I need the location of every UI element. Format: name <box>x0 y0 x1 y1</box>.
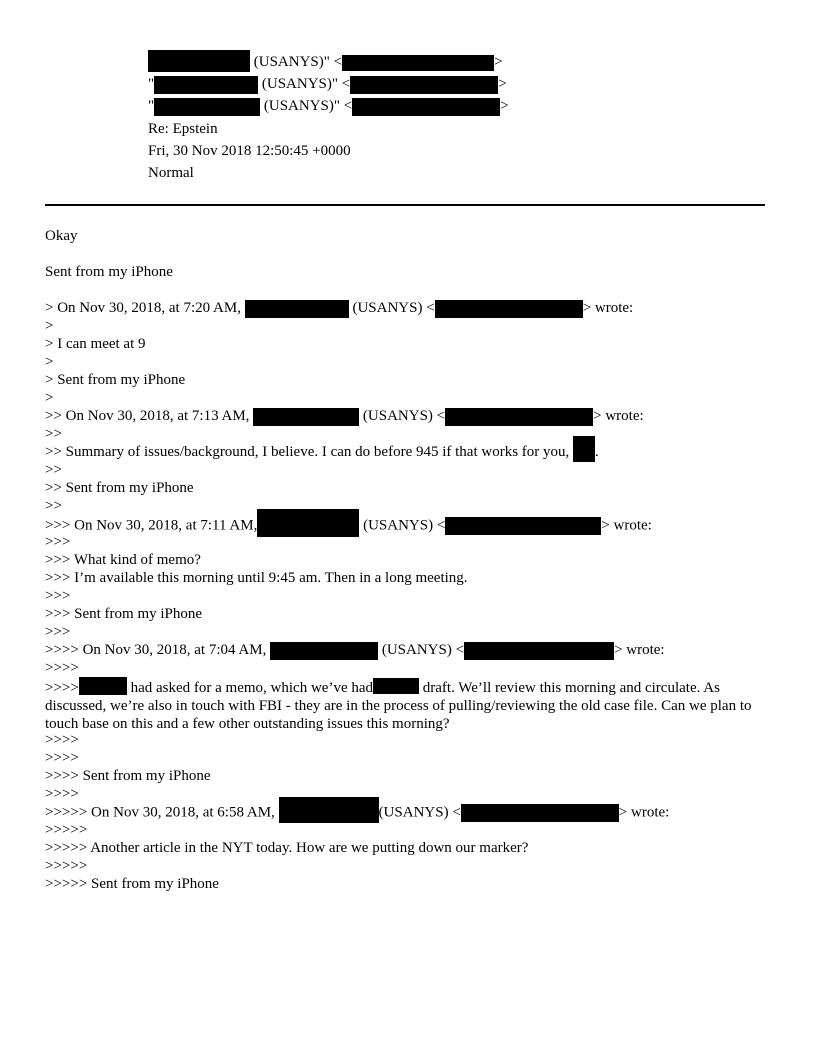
body-line: > <box>45 390 54 406</box>
body-line: >>>> <box>45 660 79 676</box>
body-line: > <box>45 318 54 334</box>
quote-header: >>>> On Nov 30, 2018, at 7:04 AM, (USANYS) < > wrote: <box>45 642 665 658</box>
quote-header: >>>>> On Nov 30, 2018, at 6:58 AM, (USANYS) < > wrote: <box>45 803 669 821</box>
body-line: > I can meet at 9 <box>45 336 146 352</box>
redaction <box>270 642 378 660</box>
redaction <box>445 517 601 535</box>
redaction <box>352 98 500 116</box>
redaction <box>257 509 359 537</box>
body-line: >> <box>45 498 62 514</box>
body-line: >>>> Sent from my iPhone <box>45 768 211 784</box>
body-line: >>> I’m available this morning until 9:45 am. Then in a long meeting. <box>45 570 468 586</box>
redaction <box>279 797 379 823</box>
body-line: >> <box>45 462 62 478</box>
redaction <box>154 98 260 116</box>
redaction <box>342 55 494 71</box>
body-line: >> Sent from my iPhone <box>45 480 194 496</box>
redaction <box>445 408 593 426</box>
body-line: >>>>> Sent from my iPhone <box>45 876 219 892</box>
body-line: > <box>45 354 54 370</box>
body-line: >>> <box>45 624 71 640</box>
redaction <box>464 642 614 660</box>
body-line: >> Summary of issues/background, I believe. I can do before 945 if that works for you, . <box>45 443 599 461</box>
quote-header: >> On Nov 30, 2018, at 7:13 AM, (USANYS) < > wrote: <box>45 408 644 424</box>
redaction <box>148 50 250 72</box>
body-line: >>>> <box>45 732 79 748</box>
redaction <box>573 436 595 462</box>
quote-header: >>> On Nov 30, 2018, at 7:11 AM, (USANYS) < > wrote: <box>45 515 652 533</box>
date-value: Fri, 30 Nov 2018 12:50:45 +0000 <box>148 143 351 159</box>
redaction <box>253 408 359 426</box>
body-line: >>>>> <box>45 822 88 838</box>
body-paragraph: >>>> had asked for a memo, which we’ve had draft. We’ll review this morning and circulate. As discussed, we’re also in touch with FBI - they are in the process of pulling/reviewing the old case file. Can we plan to touch base on this and a few other outstanding issues this morning? <box>45 677 775 733</box>
body-line: > Sent from my iPhone <box>45 372 186 388</box>
body-line: >>> What kind of memo? <box>45 552 201 568</box>
subject-value: Re: Epstein <box>148 121 218 137</box>
redaction <box>154 76 258 94</box>
redaction <box>79 677 127 695</box>
body-line: >>>> <box>45 750 79 766</box>
body-line: >>>>> Another article in the NYT today. How are we putting down our marker? <box>45 840 529 856</box>
redaction <box>373 678 419 694</box>
body-line: Sent from my iPhone <box>45 264 173 280</box>
body-line: >>>>> <box>45 858 88 874</box>
body-line: >>> <box>45 588 71 604</box>
body-line: >>> <box>45 534 71 550</box>
importance-value: Normal <box>148 165 194 181</box>
redaction <box>461 804 619 822</box>
redaction <box>350 76 498 94</box>
body-line: >> <box>45 426 62 442</box>
redaction <box>245 300 349 318</box>
body-line: >>> Sent from my iPhone <box>45 606 203 622</box>
body-line: >>>> <box>45 786 79 802</box>
quote-header: > On Nov 30, 2018, at 7:20 AM, (USANYS) < > wrote: <box>45 300 634 316</box>
redaction <box>435 300 583 318</box>
body-line: Okay <box>45 228 78 244</box>
header-separator <box>45 204 765 206</box>
